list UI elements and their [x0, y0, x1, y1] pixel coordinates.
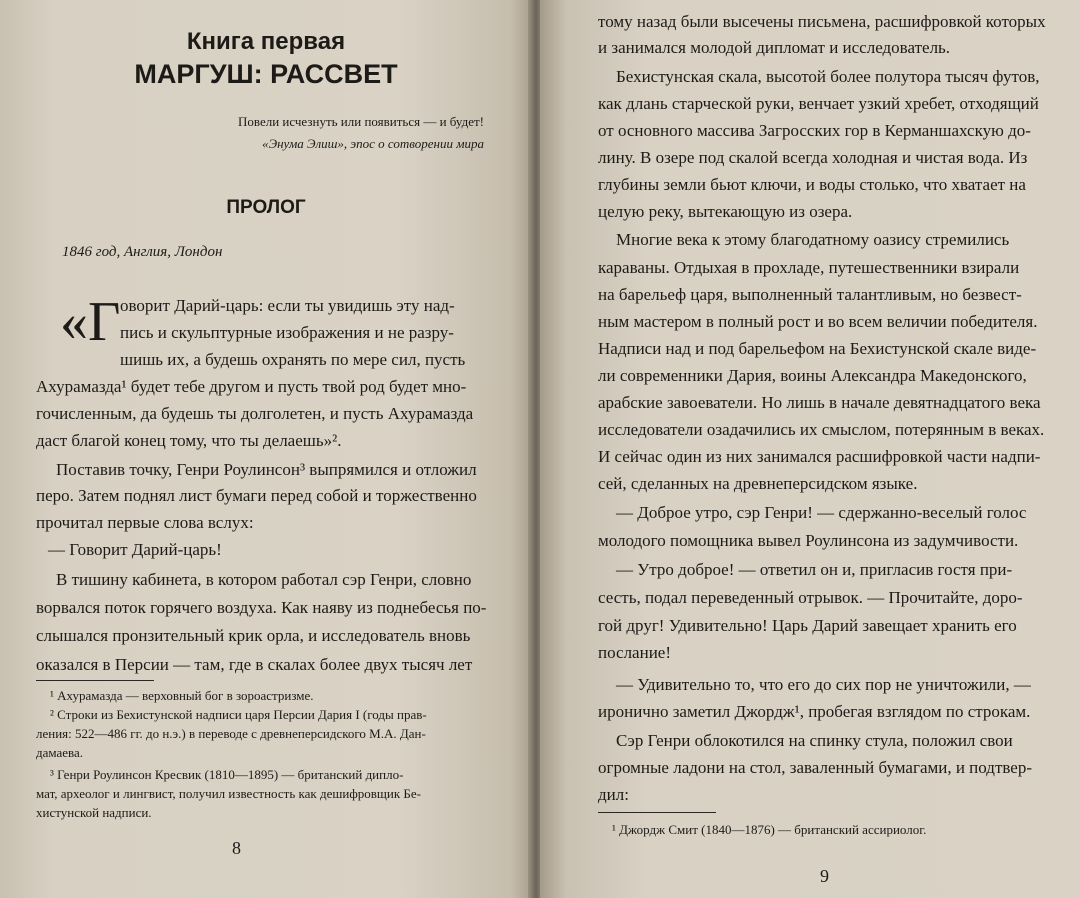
setting-line: 1846 год, Англия, Лондон: [62, 244, 223, 260]
text-line: оказался в Персии — там, где в скалах более двух тысяч лет: [36, 655, 473, 674]
footnote-line: дамаева.: [36, 745, 84, 760]
text-line: прочитал первые слова вслух:: [36, 513, 254, 532]
text-line: лину. В озере под скалой всегда холодная и чистая вода. Из: [598, 148, 1028, 167]
text-line: — Утро доброе! — ответил он и, пригласив гостя при-: [616, 560, 1013, 579]
footnote-rule: [36, 680, 154, 681]
text-line: — Удивительно то, что его до сих пор не уничтожили, —: [616, 675, 1031, 694]
text-line: гой друг! Удивительно! Царь Дарий завещает хранить его: [598, 616, 1017, 635]
drop-cap: «Г: [60, 291, 121, 353]
text-line: Ахурамазда¹ будет тебе другом и пусть твой род будет мно-: [36, 377, 467, 396]
text-line: даст благой конец тому, что ты делаешь»².: [36, 431, 342, 450]
text-line: молодого помощника вывел Роулинсона из задумчивости.: [598, 531, 1019, 550]
footnote-line: ¹ Ахурамазда — верховный бог в зороастризме.: [50, 688, 314, 703]
footnote-line: хистунской надписи.: [36, 805, 152, 820]
footnote-line: ¹ Джордж Смит (1840—1876) — британский ассириолог.: [612, 822, 927, 837]
page-number-right: 9: [820, 866, 829, 886]
text-line: слышался пронзительный крик орла, и исследователь вновь: [36, 626, 471, 645]
text-line: Бехистунская скала, высотой более полутора тысяч футов,: [616, 67, 1040, 86]
text-line: оворит Дарий-царь: если ты увидишь эту над-: [120, 296, 455, 315]
text-line: и занимался молодой дипломат и исследователь.: [598, 38, 951, 57]
text-line: сесть, подал переведенный отрывок. — Прочитайте, доро-: [598, 588, 1023, 607]
text-line: дил:: [598, 785, 629, 804]
text-line: гочисленным, да будешь ты долголетен, и пусть Ахурамазда: [36, 404, 474, 423]
text-line: Поставив точку, Генри Роулинсон³ выпрямился и отложил: [56, 460, 477, 479]
text-line: на барельеф царя, выполненный талантливым, но безвест-: [598, 285, 1022, 304]
prologue-title: ПРОЛОГ: [226, 197, 306, 218]
text-line: Надписи над и под барельефом на Бехистунской скале виде-: [598, 339, 1037, 358]
text-line: сей, сделанных на древнеперсидском языке.: [598, 474, 918, 493]
footnote-line: мат, археолог и лингвист, получил известность как дешифровщик Бе-: [36, 786, 421, 801]
text-line: ным мастером в полный рост и во всем величии победителя.: [598, 312, 1038, 331]
text-line: Сэр Генри облокотился на спинку стула, положил свои: [616, 731, 1013, 750]
text-line: как длань старческой руки, венчает узкий хребет, отходящий: [598, 94, 1039, 113]
book-name: МАРГУШ: РАССВЕТ: [134, 59, 398, 89]
left-page: [0, 0, 532, 898]
text-line: Многие века к этому благодатному оазису стремились: [616, 230, 1010, 249]
text-line: караваны. Отдыхая в прохладе, путешественники взирали: [598, 258, 1020, 277]
epigraph-source: «Энума Элиш», эпос о сотворении мира: [262, 136, 484, 151]
text-line: пись и скульптурные изображения и не разру-: [120, 323, 454, 342]
footnote-rule: [598, 812, 716, 813]
footnote-line: ² Строки из Бехистунской надписи царя Персии Дария I (годы прав-: [50, 707, 427, 722]
text-line: перо. Затем поднял лист бумаги перед собой и торжественно: [36, 486, 477, 505]
text-line: исследователи озадачились их смыслом, потерянным в веках.: [598, 420, 1045, 439]
text-line: — Доброе утро, сэр Генри! — сдержанно-веселый голос: [616, 503, 1027, 522]
footnote-line: ления: 522—486 гг. до н.э.) в переводе с древнеперсидского М.А. Дан-: [36, 726, 426, 741]
text-line: тому назад были высечены письмена, расшифровкой которых: [598, 12, 1046, 31]
text-line: арабские завоеватели. Но лишь в начале девятнадцатого века: [598, 393, 1041, 412]
text-line: иронично заметил Джордж¹, пробегая взглядом по строкам.: [598, 702, 1031, 721]
text-line: огромные ладони на стол, заваленный бумагами, и подтвер-: [598, 758, 1033, 777]
text-line: ли современники Дария, воины Александра Македонского,: [598, 366, 1027, 385]
text-line: послание!: [598, 643, 671, 662]
text-line: ворвался поток горячего воздуха. Как наяву из поднебесья по-: [36, 598, 487, 617]
page-number-left: 8: [232, 838, 241, 858]
text-line: от основного массива Загросских гор в Керманшахскую до-: [598, 121, 1031, 140]
epigraph-line: Повели исчезнуть или появиться — и будет!: [238, 114, 484, 129]
text-line: шишь их, а будешь охранять по мере сил, пусть: [120, 350, 466, 369]
text-line: — Говорит Дарий-царь!: [48, 540, 222, 559]
text-line: В тишину кабинета, в котором работал сэр Генри, словно: [56, 570, 472, 589]
book-title: Книга первая: [186, 28, 346, 55]
text-line: глубины земли бьют ключи, и воды столько, что хватает на: [598, 175, 1026, 194]
text-line: целую реку, вытекающую из озера.: [598, 202, 853, 221]
text-line: И сейчас один из них занимался расшифровкой части надпи-: [598, 447, 1041, 466]
right-page: [540, 0, 1080, 898]
footnote-line: ³ Генри Роулинсон Кресвик (1810—1895) — британский дипло-: [50, 767, 404, 782]
